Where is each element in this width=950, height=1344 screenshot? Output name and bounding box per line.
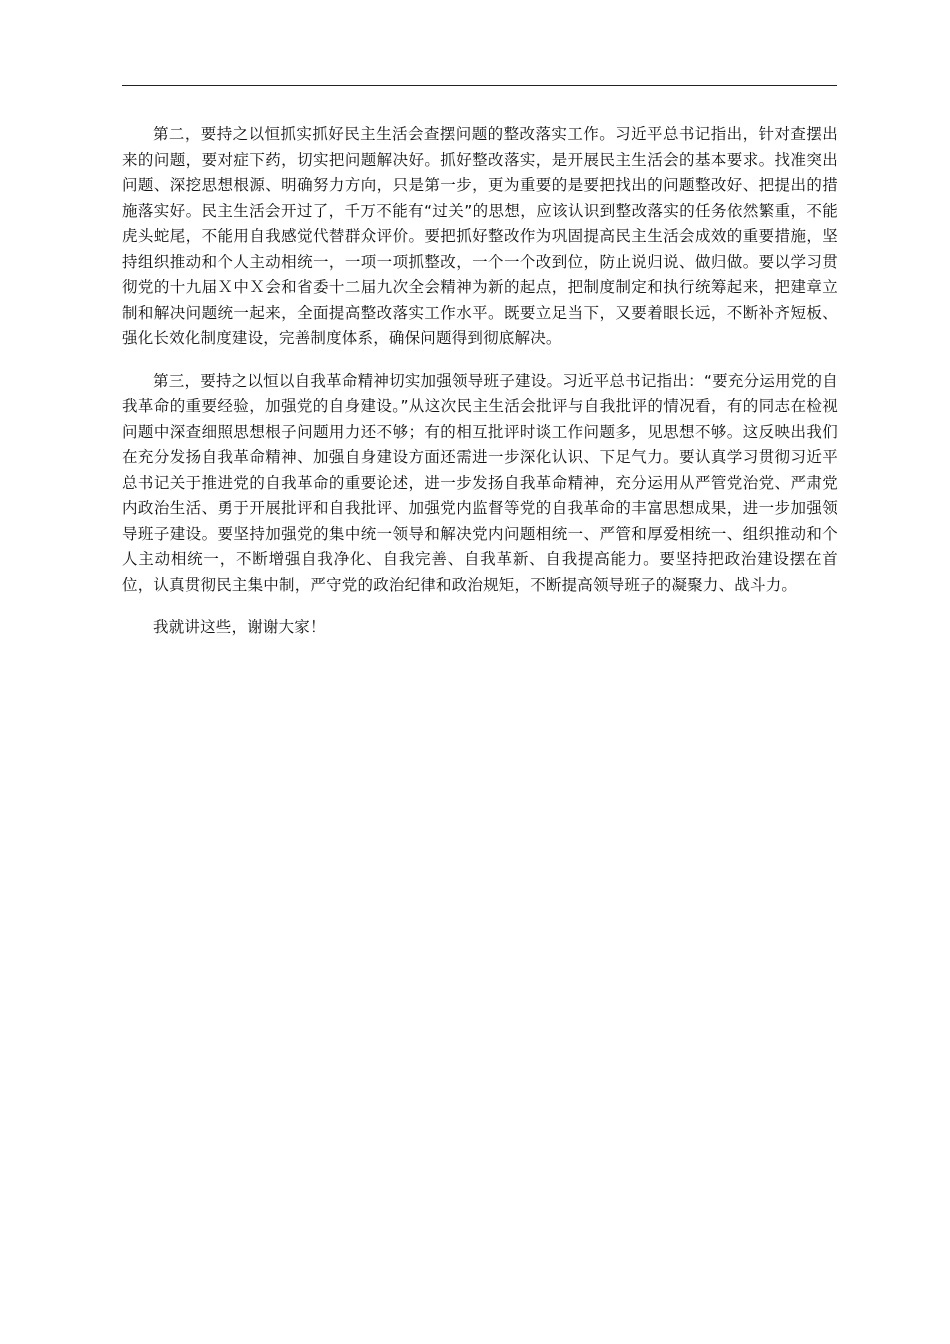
paragraph-third-point: 第三，要持之以恒以自我革命精神切实加强领导班子建设。习近平总书记指出：“要充分运用党的自我革命的重要经验，加强党的自身建设。”从这次民主生活会批评与自我批评的情况看，有的同志在检视问题中深查细照思想根子问题用力还不够；有的相互批评时谈工作问题多，见思想不够。这反映出我们在充分发扬自我革命精神、加强自身建设方面还需进一步深化认识、下足气力。要认真学习贯彻习近平总书记关于推进党的自我革命的重要论述，进一步发扬自我革命精神，充分运用从严管党治党、严肃党内政治生活、勇于开展批评和自我批评、加强党内监督等党的自我革命的丰富思想成果，进一步加强领导班子建设。要坚持加强党的集中统一领导和解决党内问题相统一、严管和厚爱相统一、组织推动和个人主动相统一，不断增强自我净化、自我完善、自我革新、自我提高能力。要坚持把政治建设摆在首位，认真贯彻民主集中制，严守党的政治纪律和政治规矩，不断提高领导班子的凝聚力、战斗力。 xyxy=(122,371,838,594)
paragraph-second-point: 第二，要持之以恒抓实抓好民主生活会查摆问题的整改落实工作。习近平总书记指出，针对查摆出来的问题，要对症下药，切实把问题解决好。抓好整改落实，是开展民主生活会的基本要求。找准突出问题、深挖思想根源、明确努力方向，只是第一步，更为重要的是要把找出的问题整改好、把提出的措施落实好。民主生活会开过了，千万不能有“过关”的思想，应该认识到整改落实的任务依然繁重，不能虎头蛇尾，不能用自我感觉代替群众评价。要把抓好整改作为巩固提高民主生活会成效的重要措施，坚持组织推动和个人主动相统一，一项一项抓整改，一个一个改到位，防止说归说、做归做。要以学习贯彻党的十九届Ｘ中Ｘ会和省委十二届九次全会精神为新的起点，把制度制定和执行统筹起来，把建章立制和解决问题统一起来，全面提高整改落实工作水平。既要立足当下，又要着眼长远，不断补齐短板、强化长效化制度建设，完善制度体系，确保问题得到彻底解决。 xyxy=(122,125,838,347)
header-rule xyxy=(122,85,837,86)
paragraph-closing: 我就讲这些，谢谢大家！ xyxy=(153,618,326,636)
document-body xyxy=(122,122,838,658)
